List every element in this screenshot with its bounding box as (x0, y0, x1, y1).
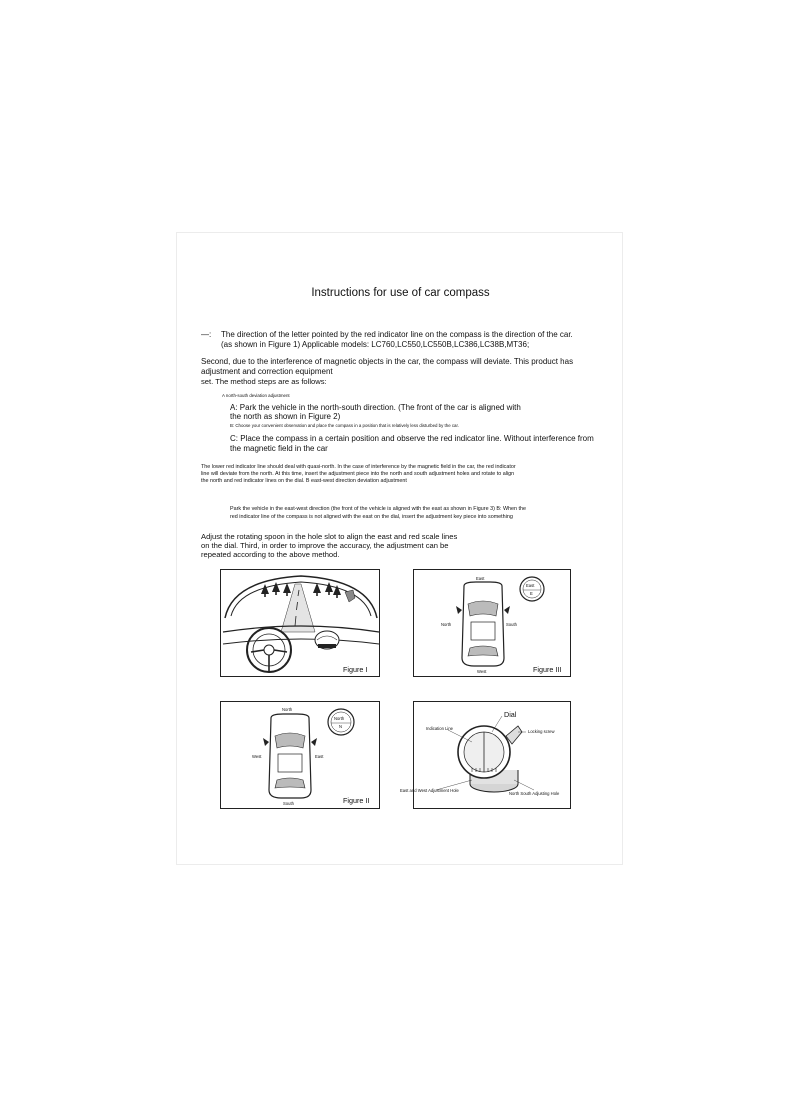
figure-3-badge-word: East (526, 583, 535, 588)
figure-3-east-alignment (413, 569, 571, 677)
dashboard-illustration (221, 570, 381, 678)
figure-2-caption: Figure II (343, 796, 370, 805)
figure-1-caption: Figure I (343, 665, 368, 674)
car-top-view-north (221, 702, 381, 810)
figure-2-badge-word: North (334, 716, 345, 721)
figure-3-caption: Figure III (533, 665, 562, 674)
figure-2-right-label: East (315, 754, 324, 759)
para2-line2: adjustment and correction equipment (201, 367, 333, 376)
para3-line1: The lower red indicator line should deal with quasi-north. In the case of interference by the magnetic field in the car, the red indicator (201, 464, 516, 470)
figure-3-bottom-label: West (477, 669, 487, 674)
figure-2-top-label: North (282, 707, 293, 712)
para1-line2: (as shown in Figure 1) Applicable models: LC760,LC550,LC550B,LC386,LC38B,MT36; (221, 340, 530, 349)
para2-line1: Second, due to the interference of magnetic objects in the car, the compass will deviate. This product has (201, 357, 574, 366)
para5-line3: repeated according to the above method. (201, 550, 340, 559)
step-a-line2: the north as shown in Figure 2) (230, 412, 341, 421)
para5-line2: on the dial. Third, in order to improve the accuracy, the adjustment can be (201, 541, 449, 550)
car-top-view-east (414, 570, 572, 678)
step-c-line2: the magnetic field in the car (230, 444, 328, 453)
para3-line2: line will deviate from the north. At this time, insert the adjustment piece into the north and south adjustment holes and rotate to align (201, 471, 515, 477)
para5-line1: Adjust the rotating spoon in the hole slot to align the east and red scale lines (201, 532, 458, 541)
page-title: Instructions for use of car compass (311, 287, 490, 299)
east-west-hole-label: East and West Adjustment Hole (400, 788, 459, 793)
section-one-marker: —: (201, 330, 212, 339)
figure-compass-detail (400, 701, 571, 809)
dial-label: Dial (504, 710, 517, 719)
step-c-line1: C: Place the compass in a certain position and observe the red indicator line. Without interference from (230, 434, 594, 443)
figure-2-left-label: West (252, 754, 262, 759)
indication-line-label: Indication Line (426, 726, 454, 731)
figure-3-right-label: South (506, 622, 517, 627)
figure-2-bottom-label: South (283, 801, 294, 806)
instruction-sheet (176, 232, 623, 865)
para2-line3: set. The method steps are as follows: (201, 377, 327, 386)
figure-2-north-alignment (220, 701, 380, 809)
figure-3-left-label: North (441, 622, 452, 627)
para4-line2: red indicator line of the compass is not aligned with the east on the dial, insert the adjustment key piece into something (230, 514, 513, 520)
para4-line1: Park the vehicle in the east-west direction (the front of the vehicle is aligned with the east as shown in Figure 3) B: When the (230, 506, 527, 512)
step-a-line1: A: Park the vehicle in the north-south direction. (The front of the car is aligned with (230, 403, 521, 412)
figure-3-top-label: East (476, 576, 485, 581)
step-b: B: Choose your convenient observation and place the compass in a position that is relatively less disturbed by the car. (230, 423, 459, 428)
locking-screw-label: Locking screw (528, 729, 555, 734)
para3-line3: the north and red indicator lines on the dial. B east-west direction deviation adjustment (201, 478, 407, 484)
figure-3-badge-letter: E (530, 591, 533, 596)
para1-line1: The direction of the letter pointed by the red indicator line on the compass is the direction of the car. (221, 330, 573, 339)
ns-adjust-heading: A north-south deviation adjustment (222, 393, 290, 398)
figure-1-dashboard (220, 569, 380, 677)
figure-2-badge-letter: N (339, 724, 343, 729)
north-south-hole-label: North South Adjusting Hole (509, 791, 560, 796)
